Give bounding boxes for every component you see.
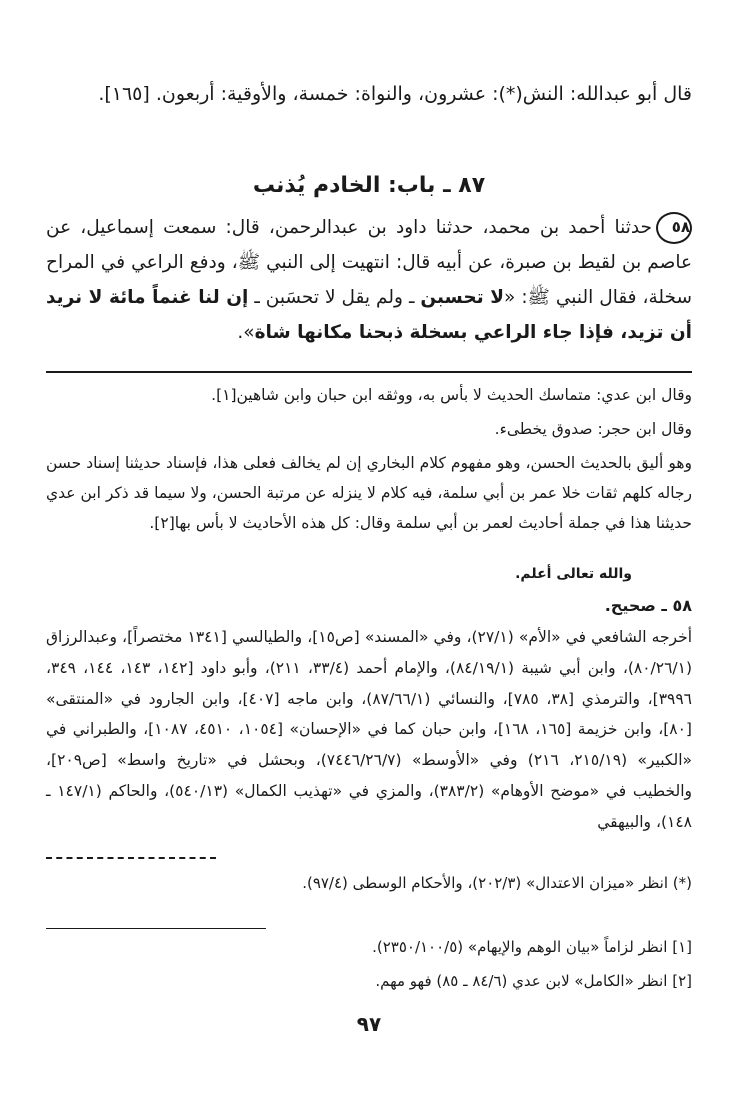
section-divider xyxy=(46,371,692,373)
footnote-2: [٢] انظر «الكامل» لابن عدي (٨٤/٦ ـ ٨٥) فهو مهم. xyxy=(375,972,692,990)
hadith-number-badge: ٥٨ xyxy=(656,212,692,244)
footnote-1: [١] انظر لزاماً «بيان الوهم والإيهام» (٢٣٥٠/١٠٠/٥). xyxy=(372,938,692,956)
commentary-paragraph: وهو أليق بالحديث الحسن، وهو مفهوم كلام البخاري إن لم يخالف فعلى هذا، فإسناد حديثنا إسناد حسن رجاله كلهم ثقات خلا عمر بن أبي سلمة، فيه كلام لا ينزله عن مرتبة الحسن، ولا سيما قد ذكر ابن عدي حديثنا هذا في جملة أحاديث لعمر بن أبي سلمة وقال: كل هذه الأحاديث لا بأس بها[٢]. xyxy=(46,454,692,532)
hadith-text xyxy=(46,210,692,350)
footnote-divider xyxy=(46,928,266,929)
star-footnote: (*) انظر «ميزان الاعتدال» (٢٠٢/٣)، والأحكام الوسطى (٩٧/٤). xyxy=(302,874,692,892)
commentary-line-ibn-adi: وقال ابن عدي: متماسك الحديث لا بأس به، ووثقه ابن حبان وابن شاهين[١]. xyxy=(211,386,692,404)
intro-text: قال أبو عبدالله: النش(*): عشرون، والنواة: خمسة، والأوقية: أربعون. [١٦٥]. xyxy=(98,83,692,105)
chapter-heading: ٨٧ ـ باب: الخادم يُذنب xyxy=(252,173,486,198)
takhrij-text: أخرجه الشافعي في «الأم» (٢٧/١)، وفي «المسند» [ص١٥]، والطيالسي [١٣٤١ مختصراً]، وعبدالرزاق (٨٠/٢٦/١)، وابن أبي شيبة (٨٤/١٩/١)، والإمام أحمد (٣٣/٤، ٢١١)، وأبو داود [١٤٢، ١٤٣، ١٤٤، ٣٤٩، ٣٩٩٦]، والترمذي [٣٨، ٧٨٥]، والنسائي (٨٧/٦٦/١)، وابن ماجه [٤٠٧]، وابن الجارود في «المنتقى» [٨٠]، وابن خزيمة [١٦٥، ١٦٨]، وابن حبان كما في «الإحسان» [١٠٥٤، ٤٥١٠، ١٠٨٧]، والطبراني في «الكبير» (٢١٥/١٩، ٢١٦) وفي «الأوسط» (٧٤٤٦/٢٦/٧)، وبحشل في «تاريخ واسط» [ص٢٠٩]، والخطيب في «موضح الأوهام» (٣٨٣/٢)، والمزي في «تهذيب الكمال» (٥٤٠/١٣)، والحاكم (١٤٧/١ ـ ١٤٨)، والبيهقي xyxy=(46,628,693,831)
hadith-bold-part-2: إن لنا غنماً مائة لا نريد أن تزيد، فإذا جاء الراعي بسخلة ذبحنا مكانها شاة xyxy=(46,287,692,343)
allah-alam-line: والله تعالى أعلم. xyxy=(515,566,632,582)
book-page xyxy=(46,0,692,1100)
hadith-text-part-2: ـ ولم يقل لا تحسَبن ـ xyxy=(248,287,421,308)
page-number: ٩٧ xyxy=(356,1012,382,1036)
commentary-block xyxy=(46,380,692,538)
hadith-bold-part-1: لا تحسبن xyxy=(420,287,504,308)
hadith-text-part-1: حدثنا أحمد بن محمد، حدثنا داود بن عبدالرحمن، قال: سمعت إسماعيل، عن عاصم بن لقيط بن صبرة، عن أبيه قال: انتهيت إلى النبي ﷺ، ودفع الراعي في المراح سخلة، فقال النبي ﷺ: « xyxy=(46,217,692,308)
takhrij-heading: ٥٨ ـ صحيح. xyxy=(604,596,692,615)
hadith-text-part-3: ». xyxy=(237,322,255,343)
dashed-divider xyxy=(46,857,216,859)
commentary-line-ibn-hajar: وقال ابن حجر: صدوق يخطىء. xyxy=(494,420,692,438)
